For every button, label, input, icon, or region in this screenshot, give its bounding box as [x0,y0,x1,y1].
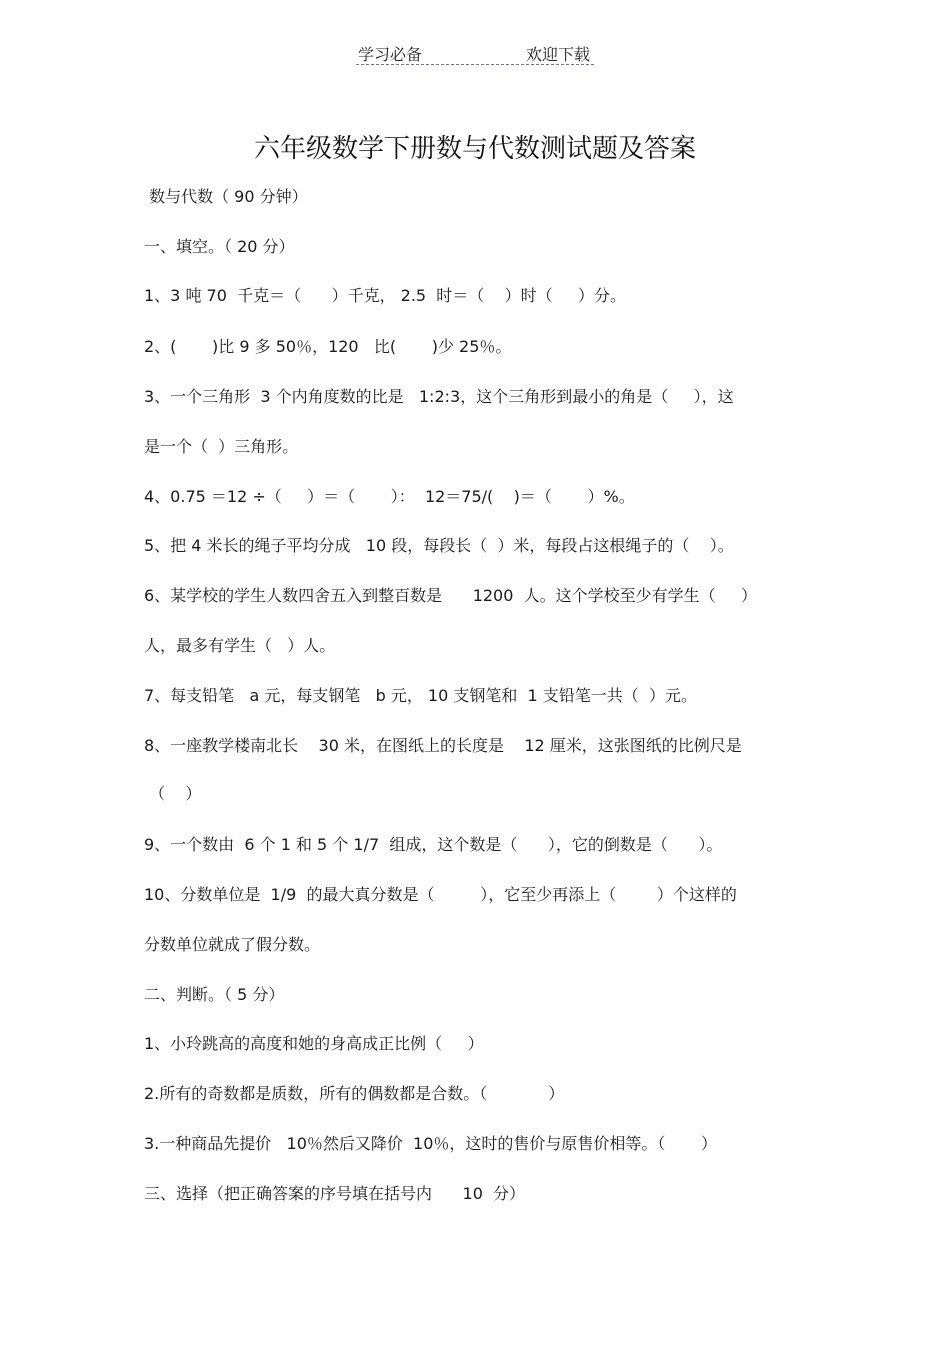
question-1-7: 7、每支铅笔 a 元，每支钢笔 b 元， 10 支钢笔和 1 支铅笔一共（ ）元。 [144,686,697,705]
question-1-9: 9、一个数由 6 个 1 和 5 个 1/7 组成，这个数是（ ），它的倒数是（ ）。 [144,835,723,854]
question-2-2: 2.所有的奇数都是质数，所有的偶数都是合数。（ ） [144,1084,565,1103]
page-header [356,40,594,65]
subtitle-duration: 数与代数（ 90 分钟） [144,187,308,206]
section-3-heading: 三、选择（把正确答案的序号填在括号内 10 分） [144,1184,526,1203]
question-1-5: 5、把 4 米长的绳子平均分成 10 段，每段长（ ）米，每段占这根绳子的（ ）。 [144,536,734,555]
question-1-3: 3、一个三角形 3 个内角度数的比是 1:2:3，这个三角形到最小的角是（ ），这 [144,387,734,406]
question-1-4: 4、0.75 ＝12 ÷（ ）＝（ ）： 12＝75/( )＝（ ）%。 [144,487,635,506]
question-1-10: 10、分数单位是 1/9 的最大真分数是（ ），它至少再添上（ ）个这样的 [144,885,737,904]
question-1-6-cont: 人，最多有学生（ ）人。 [144,636,336,655]
header-right-text: 欢迎下载 [525,45,590,64]
question-1-6: 6、某学校的学生人数四舍五入到整百数是 1200 人。这个学校至少有学生（ ） [144,586,758,605]
question-1-8-cont: （ ） [144,784,202,803]
question-2-1: 1、小玲跳高的高度和她的身高成正比例（ ） [144,1034,484,1053]
section-2-heading: 二、判断。（ 5 分） [144,985,285,1004]
question-1-2: 2、( )比 9 多 50％，120 比( )少 25％。 [144,337,512,356]
question-2-3: 3.一种商品先提价 10％然后又降价 10％，这时的售价与原售价相等。（ ） [144,1134,718,1153]
question-1-10-cont: 分数单位就成了假分数。 [144,935,321,954]
question-1-3-cont: 是一个（ ）三角形。 [144,437,299,456]
section-1-heading: 一、填空。（ 20 分） [144,237,295,256]
document-title: 六年级数学下册数与代数测试题及答案 [253,134,696,164]
question-1-8: 8、一座教学楼南北长 30 米，在图纸上的长度是 12 厘米，这张图纸的比例尺是 [144,736,742,755]
header-left-text: 学习必备 [358,45,423,64]
question-1-1: 1、3 吨 70 千克＝（ ）千克， 2.5 时＝（ ）时（ ）分。 [144,286,627,305]
